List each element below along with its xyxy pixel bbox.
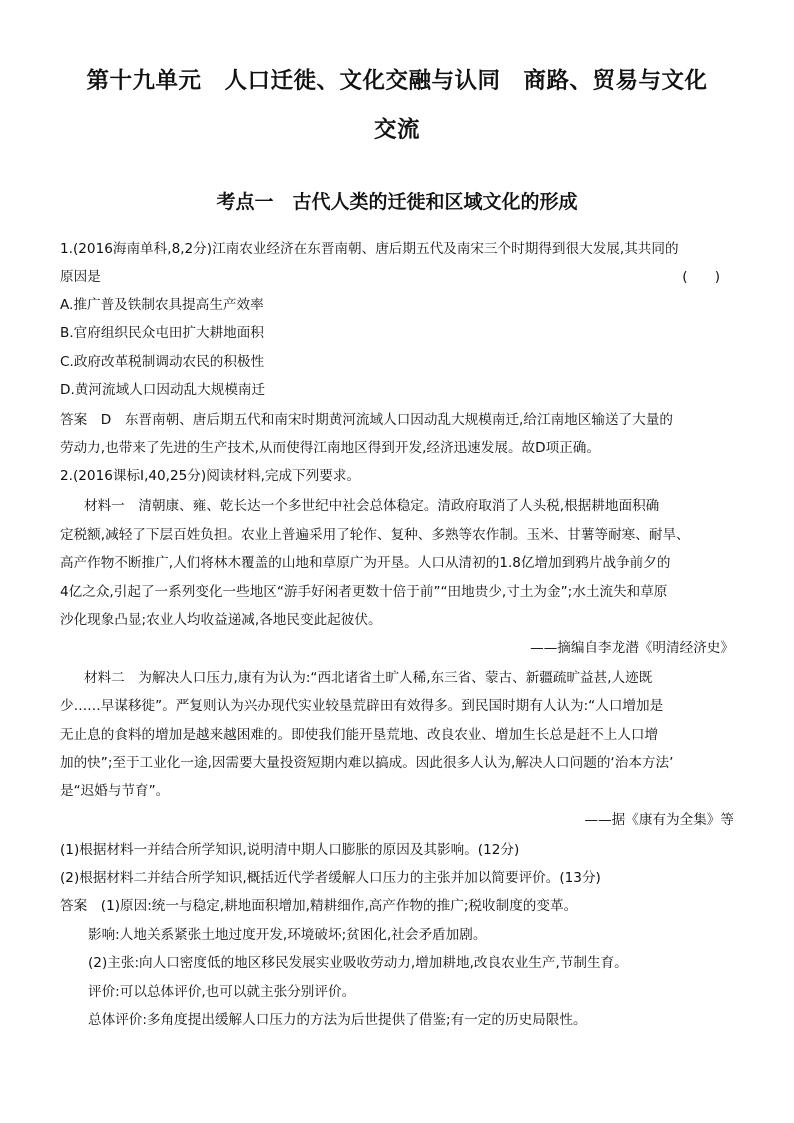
q2-stem: 2.(2016课标Ⅰ,40,25分)阅读材料,完成下列要求。 — [60, 468, 361, 484]
q1-option-b: B.官府组织民众屯田扩大耕地面积 — [60, 325, 264, 341]
q2-material2-line: 材料二 为解决人口压力,康有为认为:“西北诸省土旷人稀,东三省、蒙古、新疆疏旷益甚,人迹既 — [84, 670, 653, 686]
q1-stem-text: 原因是 — [60, 269, 101, 285]
q2-answer-line: 评价:可以总体评价,也可以就主张分别评价。 — [88, 984, 356, 1000]
q2-source1: ——摘编自李龙潜《明清经济史》 — [530, 640, 734, 656]
q2-material2-line: 无止息的食料的增加是越来越困难的。即使我们能开垦荒地、改良农业、增加生长总是赶不上人口增 — [60, 727, 659, 743]
q1-option-a: A.推广普及铁制农具提高生产效率 — [60, 297, 264, 313]
q2-material2-line: 加的快”;至于工业化一途,因需要大量投资短期内难以搞成。因此很多人认为,解决人口问题的‘治本方法’ — [60, 755, 674, 771]
q2-answer-line: 总体评价:多角度提出缓解人口压力的方法为后世提供了借鉴;有一定的历史局限性。 — [88, 1012, 587, 1028]
q2-requirement-1: (1)根据材料一并结合所学知识,说明清中期人口膨胀的原因及其影响。(12分) — [60, 842, 520, 858]
q2-source2: ——据《康有为全集》等 — [584, 812, 734, 828]
q2-answer-line: (2)主张:向人口密度低的地区移民发展实业吸收劳动力,增加耕地,改良农业生产,节制生育。 — [88, 955, 628, 971]
q2-material1-line: 材料一 清朝康、雍、乾长达一个多世纪中社会总体稳定。清政府取消了人头税,根据耕地面积确 — [84, 498, 660, 514]
q2-material1-line: 定税额,减轻了下层百姓负担。农业上普遍采用了轮作、复种、多熟等农作制。玉米、甘薯等耐寒、耐旱、 — [60, 527, 690, 543]
q1-option-d: D.黄河流域人口因动乱大规模南迁 — [60, 382, 266, 398]
q2-material1-line: 4亿之众,引起了一系列变化一些地区“游手好闲者更数十倍于前”“田地贵少,寸土为金”;水土流失和草原 — [60, 584, 668, 600]
q2-material1-line: 沙化现象凸显;农业人均收益递减,各地民变此起彼伏。 — [60, 612, 382, 628]
q2-material2-line: 少……早谋移徙”。严复则认为兴办现代实业较垦荒辟田有效得多。到民国时期有人认为:“人口增加是 — [60, 698, 664, 714]
q2-answer-line: 答案 (1)原因:统一与稳定,耕地面积增加,精耕细作,高产作物的推广;税收制度的变革。 — [60, 898, 578, 914]
q1-answer-line2: 劳动力,也带来了先进的生产技术,从而使得江南地区得到开发,经济迅速发展。故D项正确。 — [60, 440, 600, 456]
section-title: 考点一 古代人类的迁徙和区域文化的形成 — [216, 191, 578, 213]
q1-stem-line2 — [60, 267, 734, 287]
q1-option-c: C.政府改革税制调动农民的积极性 — [60, 354, 265, 370]
q2-requirement-2: (2)根据材料二并结合所学知识,概括近代学者缓解人口压力的主张并加以简要评价。(13分) — [60, 870, 601, 886]
unit-title-line2: 交流 — [373, 117, 420, 143]
q2-answer-line: 影响:人地关系紧张土地过度开发,环境破坏;贫困化,社会矛盾加剧。 — [88, 927, 487, 943]
q1-stem-line1: 1.(2016海南单科,8,2分)江南农业经济在东晋南朝、唐后期五代及南宋三个时期得到很大发展,其共同的 — [60, 241, 679, 257]
q1-answer-bracket: ( ) — [682, 269, 720, 285]
q2-material2-line: 是“迟婚与节育”。 — [60, 783, 170, 799]
q2-material1-line: 高产作物不断推广,人们将林木覆盖的山地和草原广为开垦。人口从清初的1.8亿增加到鸦片战争前夕的 — [60, 555, 671, 571]
q1-answer-line1: 答案 D 东晋南朝、唐后期五代和南宋时期黄河流域人口因动乱大规模南迁,给江南地区输送了大量的 — [60, 412, 673, 428]
unit-title-line1: 第十九单元 人口迁徙、文化交融与认同 商路、贸易与文化 — [86, 68, 708, 94]
